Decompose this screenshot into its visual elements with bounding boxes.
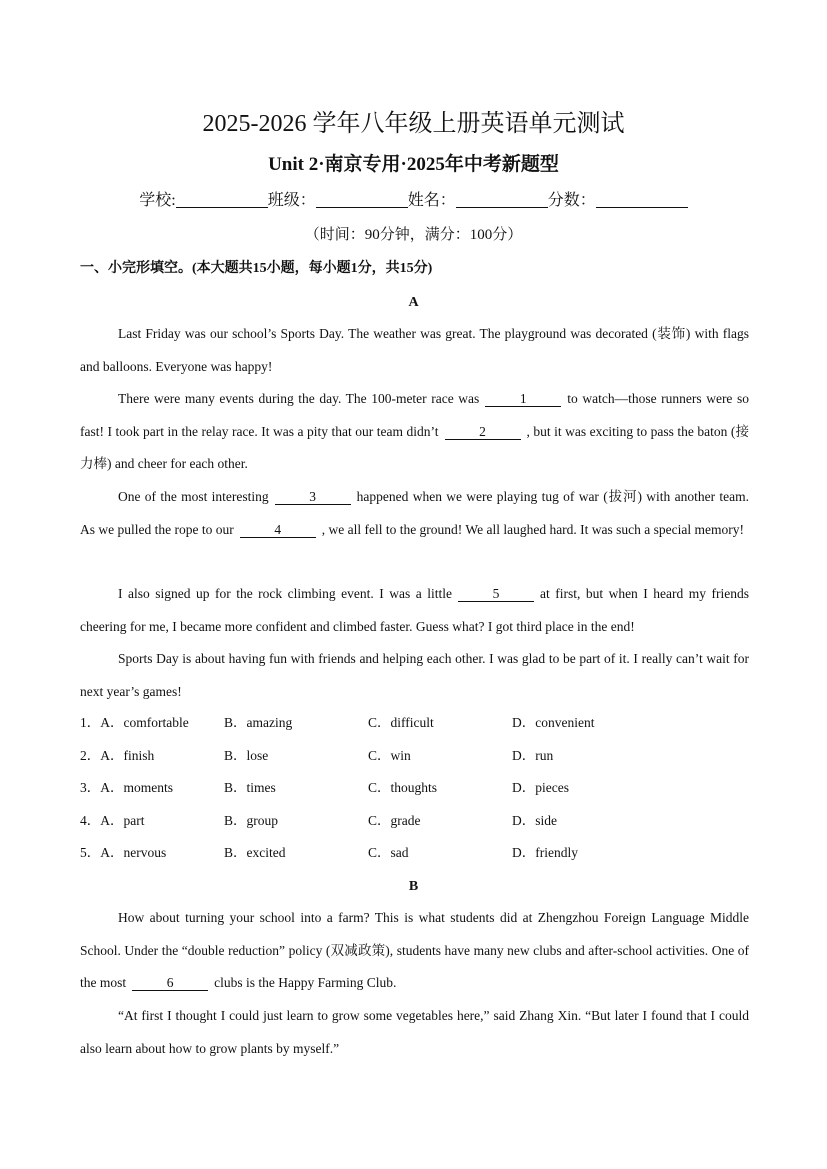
option-1d[interactable]: D．convenient	[512, 715, 595, 730]
question-2-options	[80, 745, 749, 767]
part-a-label: A	[408, 295, 419, 310]
option-4c[interactable]: C．grade	[368, 813, 421, 828]
option-2a[interactable]: 2．A．finish	[80, 748, 155, 763]
question-3-options	[80, 777, 749, 799]
exam-subtitle: Unit 2·南京专用·2025年中考新题型	[268, 154, 559, 175]
question-1-options	[80, 712, 749, 734]
blank-2[interactable]: 2	[445, 425, 521, 440]
option-5c[interactable]: C．sad	[368, 845, 409, 860]
text-segment: , but it was exciting to pass the baton (接力棒) and cheer for each other.	[80, 423, 749, 472]
question-5-options	[80, 842, 749, 864]
option-1c[interactable]: C．difficult	[368, 715, 434, 730]
passage-a-paragraph-5: Sports Day is about having fun with friends and helping each other. I was glad to be part of it. I really can’t wait for next year’s games!	[80, 651, 749, 699]
option-2b[interactable]: B．lose	[224, 748, 269, 763]
name-label: 姓名：	[407, 192, 456, 209]
blank-3[interactable]: 3	[275, 490, 351, 505]
part-b-label: B	[408, 879, 419, 894]
option-4d[interactable]: D．side	[512, 813, 557, 828]
option-3b[interactable]: B．times	[224, 780, 276, 795]
blank-4[interactable]: 4	[240, 523, 316, 538]
option-1a[interactable]: 1．A．comfortable	[80, 715, 189, 730]
class-blank[interactable]	[316, 191, 408, 208]
question-4-options	[80, 810, 749, 832]
class-label: 班级：	[267, 192, 316, 209]
section-heading: 一、小完形填空。(本大题共15小题，每小题1分，共15分)	[80, 261, 433, 276]
name-blank[interactable]	[456, 191, 548, 208]
passage-a-paragraph-2	[80, 383, 749, 481]
option-1b[interactable]: B．amazing	[224, 715, 293, 730]
option-3a[interactable]: 3．A．moments	[80, 780, 173, 795]
score-label: 分数：	[547, 192, 596, 209]
option-3d[interactable]: D．pieces	[512, 780, 569, 795]
text-segment: I also signed up for the rock climbing event. I was a little	[118, 586, 452, 601]
option-5d[interactable]: D．friendly	[512, 845, 578, 860]
time-note: （时间：90分钟，满分：100分）	[304, 227, 523, 243]
passage-b-paragraph-1	[80, 902, 749, 1000]
text-segment: One of the most interesting	[118, 489, 269, 504]
text-segment: happened when we were playing tug of war (拔河) with another team. As we pulled the rope to our	[80, 489, 749, 537]
passage-a-paragraph-1: Last Friday was our school’s Sports Day. The weather was great. The playground was decorated (装饰) with flags and balloons. Everyone was happy!	[80, 326, 749, 374]
option-5b[interactable]: B．excited	[224, 845, 286, 860]
option-4b[interactable]: B．group	[224, 813, 278, 828]
option-5a[interactable]: 5．A．nervous	[80, 845, 167, 860]
score-blank[interactable]	[596, 191, 688, 208]
student-info-line	[0, 190, 827, 212]
blank-1[interactable]: 1	[485, 392, 561, 407]
passage-a-paragraph-3	[80, 481, 749, 546]
blank-6[interactable]: 6	[132, 976, 208, 991]
option-3c[interactable]: C．thoughts	[368, 780, 438, 795]
blank-5[interactable]: 5	[458, 587, 534, 602]
text-segment: clubs is the Happy Farming Club.	[214, 975, 397, 991]
school-blank[interactable]	[176, 191, 268, 208]
option-4a[interactable]: 4．A．part	[80, 813, 145, 828]
text-segment: at first, but when I heard my friends cheering for me, I became more confident and climbed faster. Guess what? I got third place in the end!	[80, 586, 749, 634]
option-2c[interactable]: C．win	[368, 748, 411, 763]
text-segment: There were many events during the day. The 100-meter race was	[118, 391, 480, 406]
text-segment: , we all fell to the ground! We all laughed hard. It was such a special memory!	[321, 521, 744, 537]
option-2d[interactable]: D．run	[512, 748, 554, 763]
school-label: 学校:	[139, 192, 176, 209]
exam-title: 2025-2026 学年八年级上册英语单元测试	[202, 111, 625, 137]
text-segment: to watch—those runners were so fast! I took part in the relay race. It was a pity that our team didn’t	[80, 391, 749, 439]
passage-b-paragraph-2: “At first I thought I could just learn to grow some vegetables here,” said Zhang Xin. “But later I found that I could also learn about how to grow plants by myself.”	[80, 1008, 749, 1056]
passage-a-paragraph-4	[80, 578, 749, 643]
text-segment: How about turning your school into a farm? This is what students did at Zhengzhou Foreign Language Middle School. Under the “double reduction” policy (双减政策), students have many new clubs and after-school activities. One of the most	[80, 910, 749, 991]
